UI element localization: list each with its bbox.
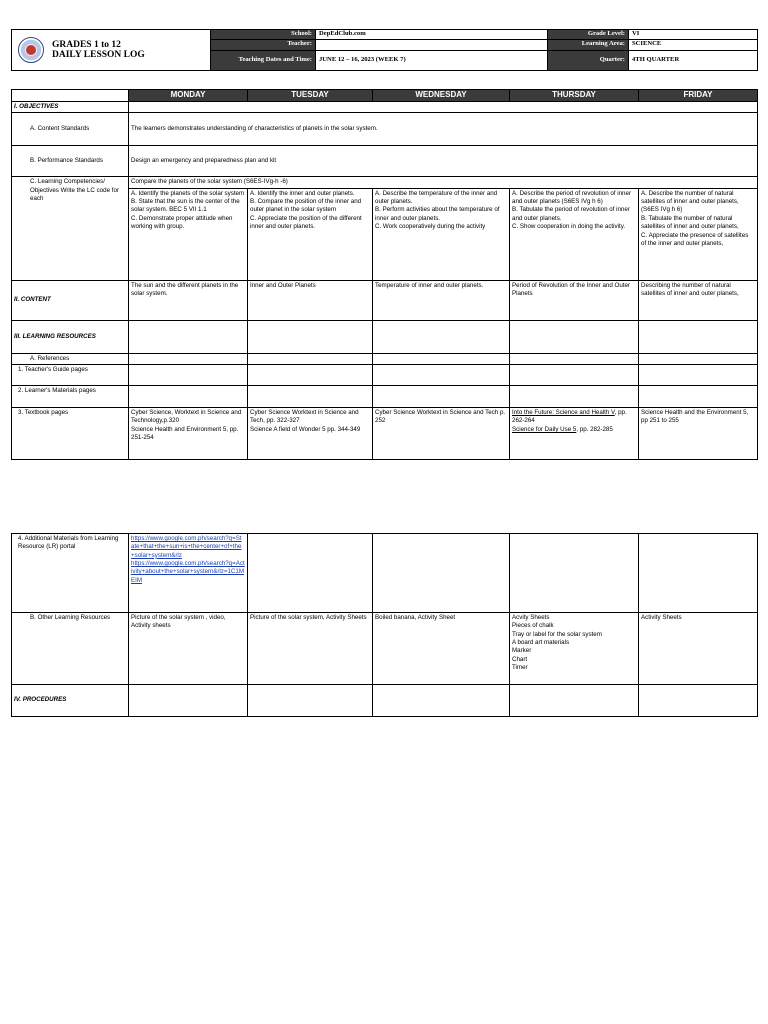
- performance-standards-label: B. Performance Standards: [12, 146, 129, 177]
- other-resources-friday: Activity Sheets: [639, 613, 758, 685]
- additional-materials-label: 4. Additional Materials from Learning Resource (LR) portal: [12, 534, 129, 613]
- textbook-pages-1: , pp. 262-264: [512, 409, 627, 425]
- performance-standards-text: Design an emergency and preparedness plan and kit: [129, 146, 758, 177]
- additional-materials-monday: [129, 534, 248, 613]
- other-resources-label: B. Other Learning Resources: [12, 613, 129, 685]
- content-standards-text: The learners demonstrates understanding of characteristics of planets in the solar system.: [129, 113, 758, 146]
- content-wednesday: Temperature of inner and outer planets.: [373, 280, 510, 320]
- learning-resources-label: III. LEARNING RESOURCES: [12, 320, 129, 353]
- school-label: School:: [211, 30, 316, 40]
- teachers-guide-label: 1. Teacher's Guide pages: [12, 365, 129, 386]
- textbook-friday: Science Health and the Environment 5, pp 251 to 255: [639, 408, 758, 460]
- header-logo-cell: [12, 30, 211, 71]
- content-label: II. CONTENT: [12, 280, 129, 320]
- competency-monday: A. Identify the planets of the solar system B. State that the sun is the center of the solar system. BEC 5 VII 1.1 C. Demonstrate proper attitude when working with group.: [129, 188, 248, 280]
- textbook-pages-2: , pp. 282-285: [576, 425, 613, 433]
- dates-label: Teaching Dates and Time:: [211, 50, 316, 71]
- lesson-log-table-continued: [11, 533, 758, 717]
- objectives-label: I. OBJECTIVES: [12, 102, 129, 113]
- textbook-link-science-daily-use[interactable]: Science for Daily Use 5: [512, 425, 577, 433]
- grade-value: VI: [629, 30, 758, 40]
- day-header-tuesday: TUESDAY: [248, 90, 373, 102]
- content-friday: Describing the number of natural satellites of inner and outer planets,: [639, 280, 758, 320]
- title-line-2: DAILY LESSON LOG: [52, 50, 145, 60]
- competency-thursday: A. Describe the period of revolution of inner and outer planets (S6ES IVg h 6) B. Tabulate the period of revolution of inner and outer planets. C. Show cooperation in doing the activity.: [510, 188, 639, 280]
- dates-value: JUNE 12 – 16, 2023 (WEEK 7): [316, 50, 548, 71]
- day-header-friday: FRIDAY: [639, 90, 758, 102]
- quarter-value: 4TH QUARTER: [629, 50, 758, 71]
- textbook-thursday: [510, 408, 639, 460]
- textbook-monday: Cyber Science, Worktext in Science and Technology,p.320 Science Health and Environment 5, pp. 251-254: [129, 408, 248, 460]
- competency-friday: A. Describe the number of natural satellites of inner and outer planets, (S6ES IVg h 6) B. Tabulate the number of natural satellites of inner and outer planets, C. Appreciate the presence of satellites of the inner and outer planets,: [639, 188, 758, 280]
- textbook-tuesday: Cyber Science Worktext in Science and Tech, pp. 322-327 Science A field of Wonder 5 pp. 344-349: [248, 408, 373, 460]
- competencies-label: C. Learning Competencies/ Objectives Write the LC code for each: [12, 177, 129, 280]
- competency-tuesday: A. Identify the inner and outer planets. B. Compare the position of the inner and outer planet in the solar system C. Appreciate the position of the different inner and outer planets.: [248, 188, 373, 280]
- content-thursday: Period of Revolution of the Inner and Outer Planets: [510, 280, 639, 320]
- area-label: Learning Area:: [548, 40, 629, 50]
- textbook-link-into-the-future[interactable]: Into the Future: Science and Health V: [512, 409, 615, 417]
- area-value: SCIENCE: [629, 40, 758, 50]
- content-monday: The sun and the different planets in the solar system.: [129, 280, 248, 320]
- content-standards-label: A. Content Standards: [12, 113, 129, 146]
- textbook-wednesday: Cyber Science Worktext in Science and Tech p. 252: [373, 408, 510, 460]
- references-label: A. References: [12, 353, 129, 364]
- lr-portal-link-2[interactable]: https://www.google.com.ph/search?q=Activity+about+the+solar+system&rlz=1C1MEIM: [131, 560, 245, 584]
- day-header-thursday: THURSDAY: [510, 90, 639, 102]
- lesson-log-table: [11, 89, 758, 460]
- teacher-value: [316, 40, 548, 50]
- procedures-label: IV. PROCEDURES: [12, 685, 129, 717]
- grade-label: Grade Level:: [548, 30, 629, 40]
- teacher-label: Teacher:: [211, 40, 316, 50]
- quarter-label: Quarter:: [548, 50, 629, 71]
- competency-wednesday: A. Describe the temperature of the inner and outer planets. B. Perform activities about the temperature of inner and outer planets. C. Work cooperatively during the activity: [373, 188, 510, 280]
- deped-seal-icon: [18, 37, 44, 63]
- competencies-summary: Compare the planets of the solar system (S6ES-IVg-h -6): [129, 177, 758, 188]
- title-line-1: GRADES 1 to 12: [52, 39, 121, 50]
- learners-materials-label: 2. Learner's Materials pages: [12, 386, 129, 408]
- school-value: DepEdClub.com: [316, 30, 548, 40]
- other-resources-monday: Picture of the solar system , video, Activity sheets: [129, 613, 248, 685]
- textbook-label: 3. Textbook pages: [12, 408, 129, 460]
- day-header-wednesday: WEDNESDAY: [373, 90, 510, 102]
- other-resources-tuesday: Picture of the solar system, Activity Sheets: [248, 613, 373, 685]
- other-resources-thursday: Acvity Sheets Pieces of chalk Tray or label for the solar system A board art materials Marker Chart Timer: [510, 613, 639, 685]
- header-table: [11, 29, 758, 71]
- content-tuesday: Inner and Outer Planets: [248, 280, 373, 320]
- lr-portal-link-1[interactable]: https://www.google.com.ph/search?q=State+that+the+sun+is+the+center+of+the+solar+system&rlz: [131, 535, 242, 559]
- other-resources-wednesday: Boiled banana, Activity Sheet: [373, 613, 510, 685]
- day-header-monday: MONDAY: [129, 90, 248, 102]
